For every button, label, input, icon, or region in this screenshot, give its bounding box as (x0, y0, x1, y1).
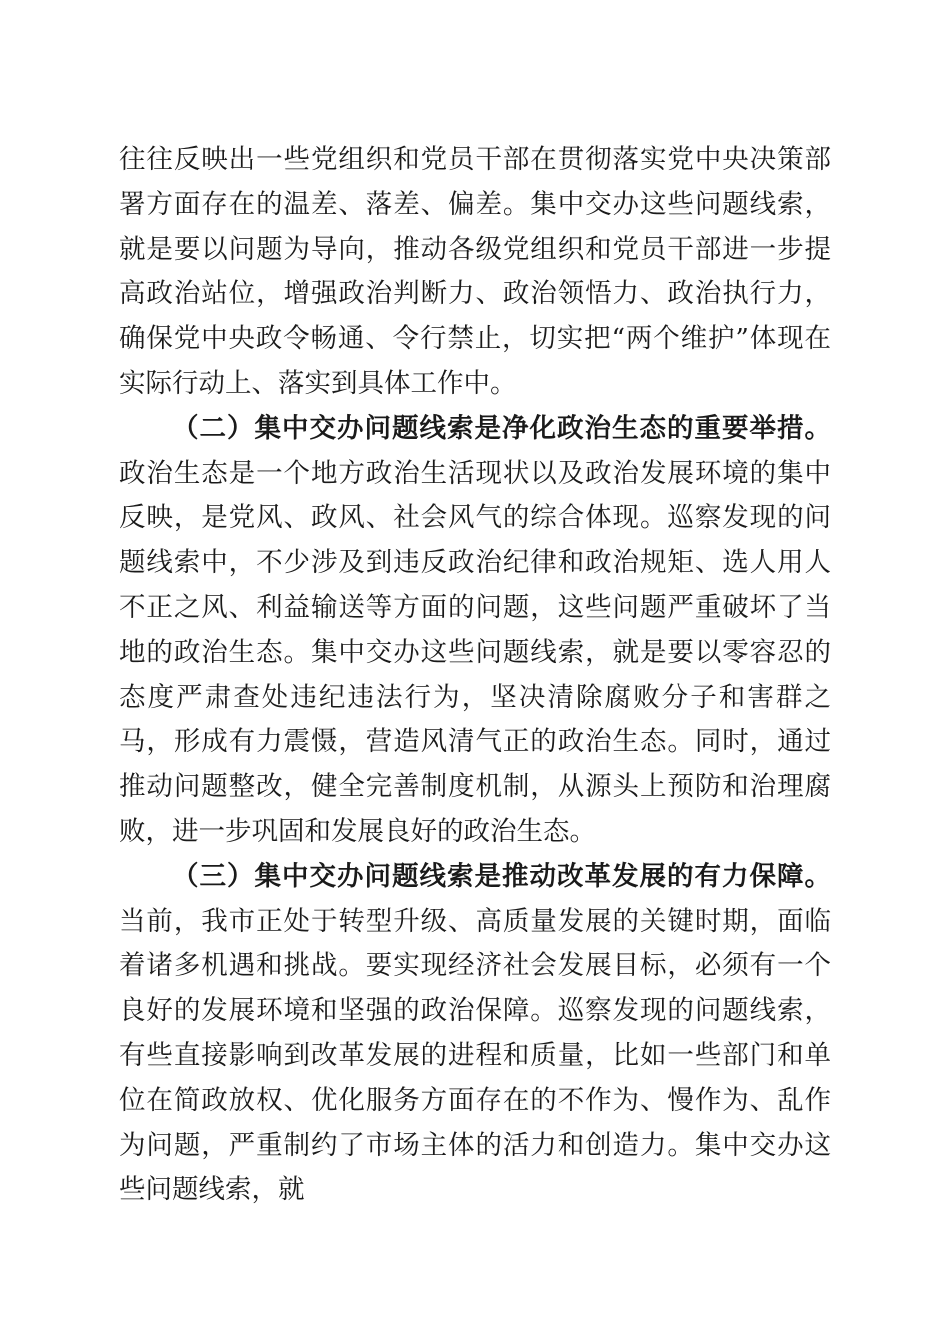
paragraph-2-body: 政治生态是一个地方政治生活现状以及政治发展环境的集中反映，是党风、政风、社会风气的综合体现。巡察发现的问题线索中，不少涉及到违反政治纪律和政治规矩、选人用人不正之风、利益输送等方面的问题，这些问题严重破坏了当地的政治生态。集中交办这些问题线索，就是要以零容忍的态度严肃查处违纪违法行为，坚决清除腐败分子和害群之马，形成有力震慑，营造风清气正的政治生态。同时，通过推动问题整改，健全完善制度机制，从源头上预防和治理腐败，进一步巩固和发展良好的政治生态。 (119, 457, 831, 847)
paragraph-2 (119, 407, 831, 855)
paragraph-3 (119, 855, 831, 1213)
document-body (119, 138, 831, 1213)
paragraph-1-body: 往往反映出一些党组织和党员干部在贯彻落实党中央决策部署方面存在的温差、落差、偏差。集中交办这些问题线索，就是要以问题为导向，推动各级党组织和党员干部进一步提高政治站位，增强政治判断力、政治领悟力、政治执行力，确保党中央政令畅通、令行禁止，切实把“两个维护”体现在实际行动上、落实到具体工作中。 (119, 144, 831, 399)
paragraph-3-heading: （三）集中交办问题线索是推动改革发展的有力保障。 (172, 860, 831, 892)
paragraph-3-body: 当前，我市正处于转型升级、高质量发展的关键时期，面临着诸多机遇和挑战。要实现经济社会发展目标，必须有一个良好的发展环境和坚强的政治保障。巡察发现的问题线索，有些直接影响到改革发展的进程和质量，比如一些部门和单位在简政放权、优化服务方面存在的不作为、慢作为、乱作为问题，严重制约了市场主体的活力和创造力。集中交办这些问题线索，就 (119, 905, 831, 1206)
paragraph-1 (119, 138, 831, 407)
paragraph-2-heading: （二）集中交办问题线索是净化政治生态的重要举措。 (172, 412, 831, 444)
